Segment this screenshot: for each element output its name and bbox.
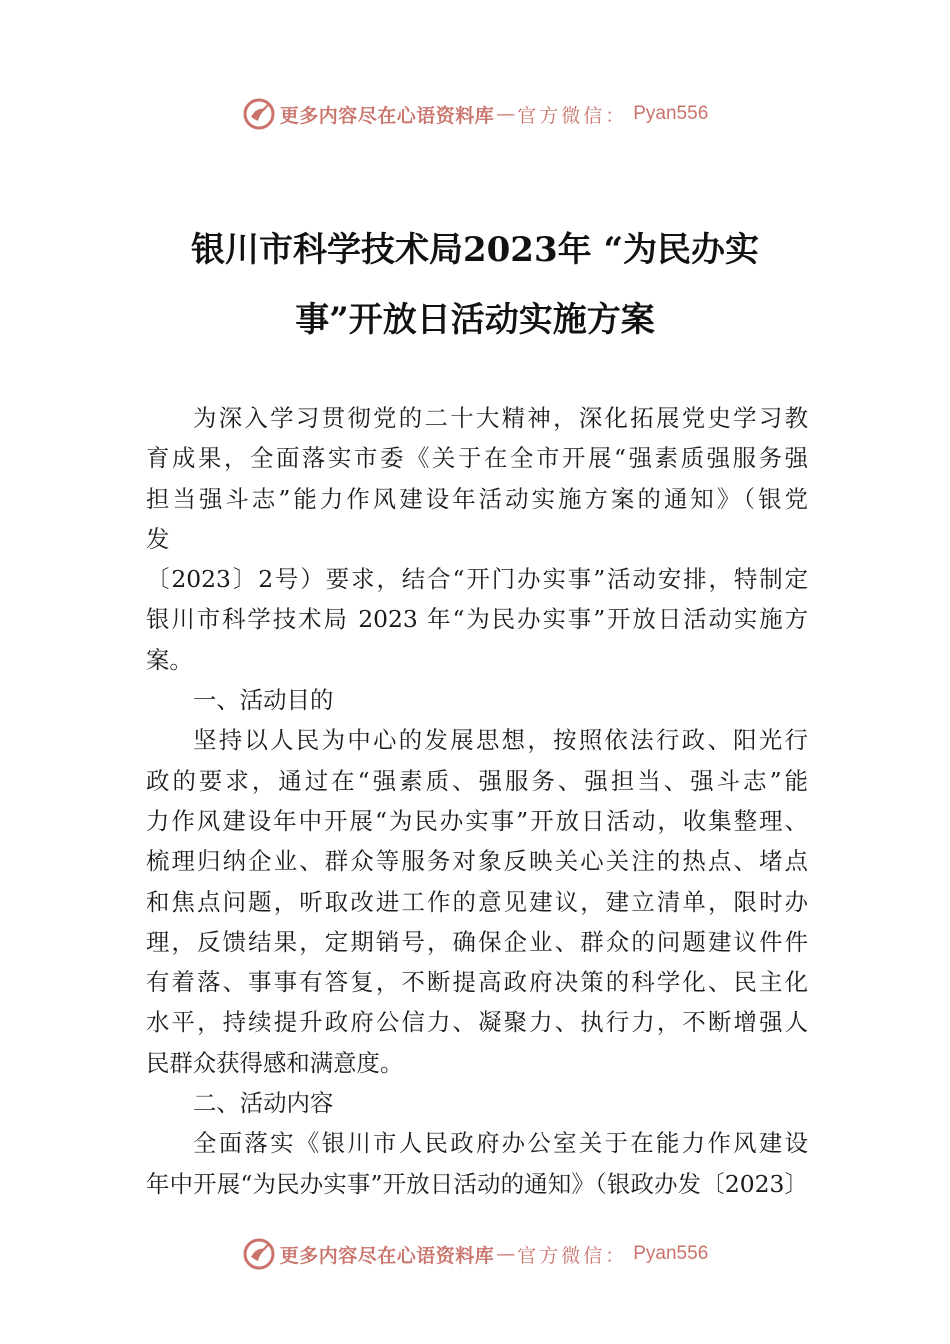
watermark-label: 官方微信： [517,104,628,127]
body-line: 〔2023〕2号）要求，结合“开门办实事”活动安排，特制定 [146,565,808,594]
watermark-brand: 更多内容尽在心语资料库 [279,104,495,127]
body-line: 梳理归纳企业、群众等服务对象反映关心关注的热点、堵点 [146,847,808,876]
body-line: 担当强斗志”能力作风建设年活动实施方案的通知》（银党 [146,484,808,513]
body-line: 力作风建设年中开展“为民办实事”开放日活动，收集整理、 [146,806,808,835]
body-line: 有着落、事事有答复，不断提高政府决策的科学化、民主化 [146,968,808,997]
logo-icon [242,1237,276,1271]
body-line: 民群众获得感和满意度。 [146,1048,404,1077]
body-line: 水平，持续提升政府公信力、凝聚力、执行力，不断增强人 [146,1008,808,1037]
body-line: 案。 [146,645,193,674]
watermark-separator: — [496,103,516,125]
watermark-separator: — [496,1243,516,1265]
watermark-label: 官方微信： [517,1244,628,1267]
body-line: 坚持以人民为中心的发展思想，按照依法行政、阳光行 [193,726,808,755]
logo-icon [242,97,276,131]
document-title-line-1: 银川市科学技术局2023年 “为民办实 [190,230,760,270]
body-line: 银川市科学技术局 2023 年“为民办实事”开放日活动实施方 [146,605,808,634]
body-line: 一、活动目的 [193,686,334,715]
body-line: 为深入学习贯彻党的二十大精神，深化拓展党史学习教 [193,404,808,432]
footer-watermark [0,1234,950,1274]
watermark-account: Pyan556 [633,103,709,124]
watermark-account: Pyan556 [633,1243,709,1264]
body-line: 理，反馈结果，定期销号，确保企业、群众的问题建议件件 [146,927,808,956]
document-title-line-2: 事”开放日活动实施方案 [295,300,655,340]
body-line: 年中开展“为民办实事”开放日活动的通知》（银政办发〔2023〕 [146,1169,808,1198]
body-line: 全面落实《银川市人民政府办公室关于在能力作风建设 [193,1129,808,1158]
watermark-brand: 更多内容尽在心语资料库 [279,1244,495,1267]
document-body [146,398,808,1204]
header-watermark [0,94,950,134]
body-line: 发 [146,524,170,553]
body-line: 和焦点问题，听取改进工作的意见建议，建立清单，限时办 [146,887,808,916]
body-line: 政的要求，通过在“强素质、强服务、强担当、强斗志”能 [146,766,808,795]
body-line: 二、活动内容 [193,1089,334,1118]
body-line: 育成果，全面落实市委《关于在全市开展“强素质强服务强 [146,444,808,473]
